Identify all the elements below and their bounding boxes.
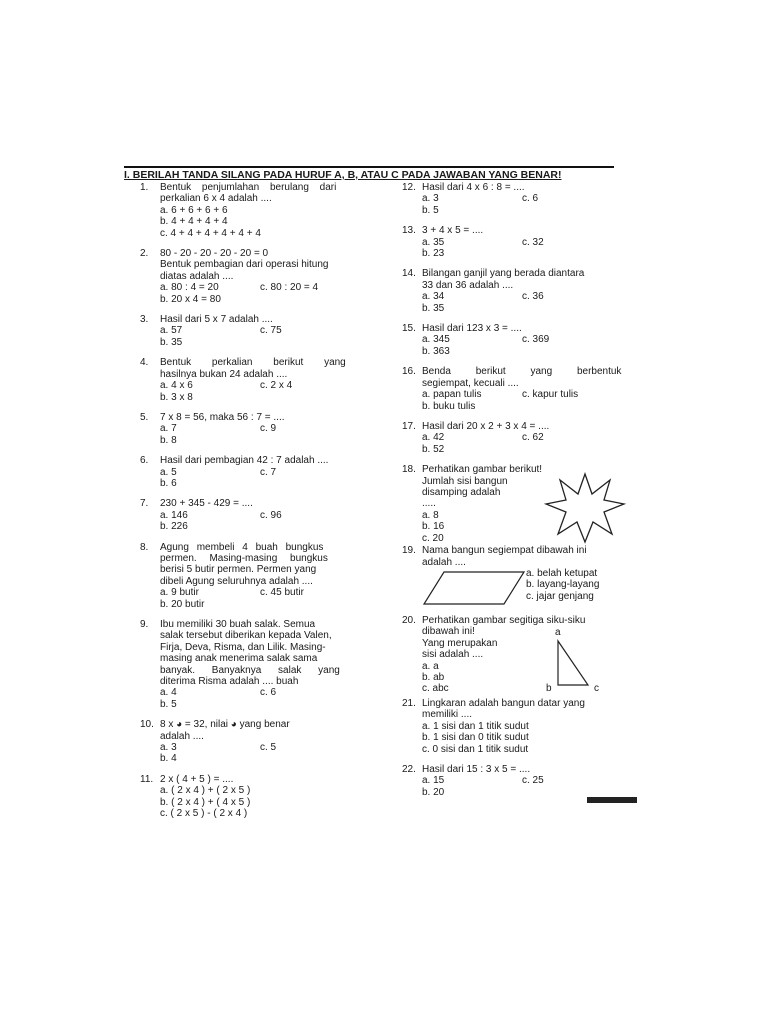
option-c[interactable]: c. 45 butir <box>260 587 304 599</box>
option-b[interactable]: b. 35 <box>422 302 445 314</box>
question-stem: 7 x 8 = 56, maka 56 : 7 = .... <box>160 411 285 423</box>
option-b[interactable]: b. 20 <box>422 786 445 798</box>
question-stem: 230 + 345 - 429 = .... <box>160 498 253 510</box>
option-c[interactable]: c. 369 <box>522 334 550 346</box>
question-13 <box>402 225 630 259</box>
question-number: 3. <box>140 314 149 326</box>
question-stem: ..... <box>422 498 436 510</box>
option-c[interactable]: c. 6 <box>522 193 539 205</box>
option-b[interactable]: b. 5 <box>422 204 439 216</box>
option-b[interactable]: b. 226 <box>160 521 188 533</box>
option-b[interactable]: b. 16 <box>422 521 445 533</box>
question-stem: dibeli Agung seluruhnya adalah .... <box>160 575 313 587</box>
option-c[interactable]: c. 9 <box>260 423 277 435</box>
option-b[interactable]: b. 6 <box>160 477 177 489</box>
option-b[interactable]: b. 4 + 4 + 4 + 4 <box>160 216 228 228</box>
option-b[interactable]: b. 52 <box>422 443 445 455</box>
option-a[interactable]: a. 146 <box>160 509 188 521</box>
option-b[interactable]: b. 4 <box>160 753 177 765</box>
question-stem: 3 + 4 x 5 = .... <box>422 225 484 237</box>
question-10 <box>140 719 372 765</box>
question-number: 7. <box>140 498 149 510</box>
question-3 <box>140 314 372 348</box>
option-b[interactable]: b. 20 butir <box>160 598 205 610</box>
question-stem: berisi 5 butir permen. Permen yang <box>160 564 317 576</box>
question-number: 4. <box>140 357 149 369</box>
question-14 <box>402 268 630 314</box>
option-a[interactable]: a. a <box>422 660 439 672</box>
question-number: 14. <box>402 268 416 280</box>
option-c[interactable]: c. 5 <box>260 742 277 754</box>
question-stem: disamping adalah <box>422 486 501 498</box>
option-b[interactable]: b. layang-layang <box>526 579 600 591</box>
question-stem: Nama bangun segiempat dibawah ini <box>422 545 587 557</box>
option-a[interactable]: a. 34 <box>422 291 445 303</box>
question-number: 18. <box>402 464 416 476</box>
option-b[interactable]: b. 1 sisi dan 0 titik sudut <box>422 732 529 744</box>
option-c[interactable]: c. 2 x 4 <box>260 380 293 392</box>
question-stem: 8 x ◕ = 32, nilai ◕ yang benar <box>160 719 290 731</box>
question-19 <box>402 545 630 606</box>
question-22 <box>402 764 630 798</box>
option-b[interactable]: b. 3 x 8 <box>160 391 193 403</box>
question-stem: Hasil dari pembagian 42 : 7 adalah .... <box>160 455 329 467</box>
option-a[interactable]: a. 35 <box>422 236 445 248</box>
question-stem: dibawah ini! <box>422 626 475 638</box>
question-number: 11. <box>140 773 154 785</box>
question-stem: salak tersebut diberikan kepada Valen, <box>160 630 332 642</box>
question-stem: diterima Risma adalah .... buah <box>160 676 299 688</box>
option-c[interactable]: c. 20 <box>422 532 444 544</box>
option-a[interactable]: a. 1 sisi dan 1 titik sudut <box>422 720 529 732</box>
option-a[interactable]: a. 15 <box>422 775 445 787</box>
question-number: 22. <box>402 763 416 775</box>
option-a[interactable]: a. 4 <box>160 687 177 699</box>
question-stem: adalah .... <box>422 556 466 568</box>
option-a[interactable]: a. belah ketupat <box>526 567 598 579</box>
question-5 <box>140 412 372 446</box>
option-b[interactable]: b. 20 x 4 = 80 <box>160 293 221 305</box>
question-stem: Perhatikan gambar segitiga siku-siku <box>422 614 586 626</box>
question-number: 6. <box>140 455 149 467</box>
question-stem: Ibu memiliki 30 buah salak. Semua <box>160 619 316 630</box>
question-15 <box>402 323 630 357</box>
option-a[interactable]: a. 9 butir <box>160 587 199 599</box>
question-stem: Hasil dari 123 x 3 = .... <box>422 323 522 335</box>
question-9 <box>140 619 372 710</box>
question-number: 2. <box>140 248 149 260</box>
option-a[interactable]: a. 80 : 4 = 20 <box>160 282 219 294</box>
question-stem: Perhatikan gambar berikut! <box>422 464 543 476</box>
question-stem: 33 dan 36 adalah .... <box>422 279 514 291</box>
question-stem: hasilnya bukan 24 adalah .... <box>160 368 288 380</box>
question-stem: Hasil dari 5 x 7 adalah .... <box>160 314 273 326</box>
option-c[interactable]: c. 75 <box>260 325 282 337</box>
option-c[interactable]: c. 80 : 20 = 4 <box>260 282 319 294</box>
question-stem: memiliki .... <box>422 709 472 721</box>
option-a[interactable]: a. 4 x 6 <box>160 380 193 392</box>
question-number: 15. <box>402 323 416 335</box>
question-7 <box>140 498 372 532</box>
option-a[interactable]: a. ( 2 x 4 ) + ( 2 x 5 ) <box>160 785 251 797</box>
option-b[interactable]: b. 363 <box>422 345 450 357</box>
parallelogram-figure <box>422 570 526 606</box>
question-stem: sisi adalah .... <box>422 649 484 661</box>
option-c[interactable]: c. ( 2 x 5 ) - ( 2 x 4 ) <box>160 808 248 820</box>
question-17 <box>402 421 630 455</box>
question-6 <box>140 455 372 489</box>
option-c[interactable]: c. kapur tulis <box>522 389 579 401</box>
option-c[interactable]: c. 36 <box>522 291 544 303</box>
question-number: 20. <box>402 614 416 626</box>
option-c[interactable]: c. abc <box>422 683 449 695</box>
question-number: 8. <box>140 541 149 553</box>
question-stem: diatas adalah .... <box>160 270 234 282</box>
question-stem: permen. Masing-masing bungkus <box>160 552 328 564</box>
question-number: 10. <box>140 719 154 731</box>
eight-point-star-figure <box>544 472 626 544</box>
question-number: 12. <box>402 182 416 193</box>
option-a[interactable]: a. papan tulis <box>422 389 482 401</box>
question-stem: Bentuk penjumlahan berulang dari <box>160 182 337 193</box>
question-2 <box>140 248 372 305</box>
question-number: 5. <box>140 411 149 423</box>
question-stem: masing anak menerima salak sama <box>160 653 318 665</box>
question-stem: Hasil dari 4 x 6 : 8 = .... <box>422 182 525 193</box>
question-number: 13. <box>402 225 416 237</box>
option-a[interactable]: a. 7 <box>160 423 177 435</box>
vertex-label-b: b <box>546 682 552 694</box>
question-number: 17. <box>402 420 416 432</box>
question-8 <box>140 542 372 610</box>
question-stem: Hasil dari 20 x 2 + 3 x 4 = .... <box>422 420 550 432</box>
option-a[interactable]: a. 42 <box>422 432 445 444</box>
option-a[interactable]: a. 345 <box>422 334 450 346</box>
option-c[interactable]: c. 32 <box>522 236 544 248</box>
right-column <box>402 182 630 807</box>
left-column <box>140 182 372 829</box>
question-stem: Bilangan ganjil yang berada diantara <box>422 268 585 280</box>
option-a[interactable]: a. 6 + 6 + 6 + 6 <box>160 204 228 216</box>
question-4 <box>140 357 372 403</box>
question-11 <box>140 774 372 820</box>
option-a[interactable]: a. 5 <box>160 466 177 478</box>
question-18 <box>402 464 630 544</box>
question-stem: adalah .... <box>160 730 204 742</box>
right-triangle-figure <box>544 626 614 694</box>
page-corner-mark <box>587 797 637 803</box>
option-a[interactable]: a. 3 <box>422 193 439 205</box>
option-a[interactable]: a. 57 <box>160 325 183 337</box>
question-stem: 2 x ( 4 + 5 ) = .... <box>160 773 234 785</box>
question-stem: segiempat, kecuali .... <box>422 377 519 389</box>
question-stem: Bentuk perkalian berikut yang <box>160 357 346 369</box>
option-b[interactable]: b. ( 2 x 4 ) + ( 4 x 5 ) <box>160 796 251 808</box>
question-stem: Lingkaran adalah bangun datar yang <box>422 697 585 709</box>
question-stem: Hasil dari 15 : 3 x 5 = .... <box>422 763 531 775</box>
question-stem: Bentuk pembagian dari operasi hitung <box>160 259 329 271</box>
vertex-label-a: a <box>555 626 561 638</box>
question-number: 1. <box>140 182 149 193</box>
option-b[interactable]: b. ab <box>422 671 445 683</box>
option-b[interactable]: b. buku tulis <box>422 400 476 412</box>
option-b[interactable]: b. 23 <box>422 248 445 260</box>
question-stem: Firja, Deva, Risma, dan Lilik. Masing- <box>160 641 326 653</box>
vertex-label-c: c <box>594 682 599 694</box>
option-c[interactable]: c. 4 + 4 + 4 + 4 + 4 + 4 <box>160 227 261 239</box>
question-1 <box>140 182 372 239</box>
question-stem: banyak. Banyaknya salak yang <box>160 664 340 676</box>
question-12 <box>402 182 630 216</box>
section-heading: I. BERILAH TANDA SILANG PADA HURUF A, B, ATAU C PADA JAWABAN YANG BENAR! <box>124 166 614 181</box>
option-a[interactable]: a. 8 <box>422 509 439 521</box>
question-stem: Agung membeli 4 buah bungkus <box>160 541 324 553</box>
question-21 <box>402 698 630 755</box>
option-c[interactable]: c. 6 <box>260 687 277 699</box>
question-stem: Benda berikut yang berbentuk <box>422 366 622 378</box>
question-number: 19. <box>402 545 416 557</box>
question-stem: Yang merupakan <box>422 637 498 649</box>
question-number: 21. <box>402 697 416 709</box>
option-b[interactable]: b. 5 <box>160 698 177 710</box>
question-number: 9. <box>140 619 149 630</box>
question-20 <box>402 614 630 695</box>
option-c[interactable]: c. 96 <box>260 509 282 521</box>
option-c[interactable]: c. 25 <box>522 775 544 787</box>
option-c[interactable]: c. 7 <box>260 466 277 478</box>
question-16 <box>402 366 630 412</box>
question-number: 16. <box>402 366 416 378</box>
option-b[interactable]: b. 35 <box>160 336 183 348</box>
option-c[interactable]: c. jajar genjang <box>526 590 594 602</box>
option-c[interactable]: c. 62 <box>522 432 544 444</box>
option-c[interactable]: c. 0 sisi dan 1 titik sudut <box>422 743 529 755</box>
option-a[interactable]: a. 3 <box>160 742 177 754</box>
question-stem: Jumlah sisi bangun <box>422 475 508 487</box>
option-b[interactable]: b. 8 <box>160 434 177 446</box>
question-stem: 80 - 20 - 20 - 20 - 20 = 0 <box>160 248 269 260</box>
question-stem: perkalian 6 x 4 adalah .... <box>160 193 272 205</box>
